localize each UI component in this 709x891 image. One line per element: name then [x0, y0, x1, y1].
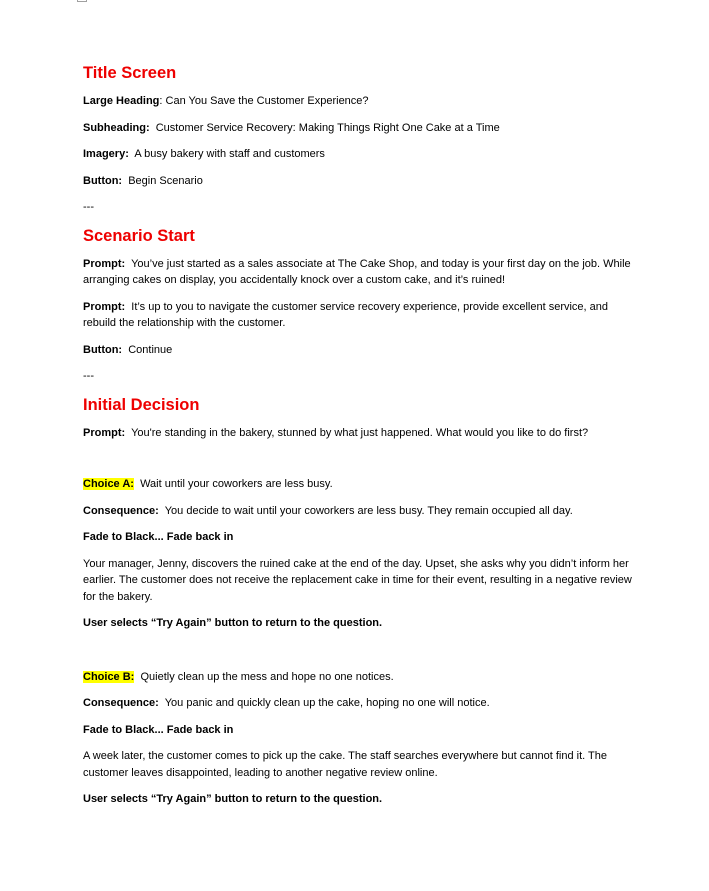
page-corner-marker: [77, 0, 87, 2]
choice-b-text: Quietly clean up the mess and hope no one notices.: [140, 670, 394, 683]
button-line: [83, 173, 638, 190]
consequence-text: You panic and quickly clean up the cake, hoping no one will notice.: [164, 697, 490, 709]
prompt-line: [83, 256, 638, 289]
consequence-line: [83, 695, 638, 712]
imagery-label: Imagery:: [83, 148, 129, 160]
large-heading-line: [83, 93, 638, 110]
prompt-value: You're standing in the bakery, stunned by what just happened. What would you like to do first?: [131, 426, 589, 439]
subheading-line: [83, 120, 638, 137]
consequence-label: Consequence:: [83, 697, 159, 709]
prompt-label: Prompt:: [83, 426, 126, 439]
outcome-paragraph: Your manager, Jenny, discovers the ruined cake at the end of the day. Upset, she asks why you didn’t inform her earlier. The customer does not receive the replacement cake in time for their event, resulting in a negative review for the bakery.: [83, 557, 632, 603]
divider: ---: [83, 370, 94, 382]
consequence-label: Consequence:: [83, 504, 159, 517]
choice-a-text: Wait until your coworkers are less busy.: [140, 478, 333, 490]
choice-a-line: [83, 476, 638, 493]
choice-b-line: [83, 669, 638, 686]
button-value: Continue: [128, 343, 173, 356]
document-body: [83, 63, 638, 808]
imagery-line: [83, 146, 638, 163]
prompt-label: Prompt:: [83, 300, 126, 313]
button-line: [83, 342, 638, 359]
prompt-value: It’s up to you to navigate the customer service recovery experience, provide excellent service, and rebuild the relationship with the customer.: [83, 300, 609, 329]
subheading-label: Subheading:: [83, 121, 150, 134]
prompt-value: You’ve just started as a sales associate at The Cake Shop, and today is your first day on the job. While arranging cakes on display, you accidentally knock over a custom cake, and it’s ruined!: [83, 257, 631, 286]
divider: ---: [83, 201, 94, 213]
choice-a-label: Choice A:: [83, 478, 134, 490]
prompt-line: [83, 299, 638, 332]
prompt-line: [83, 425, 638, 442]
button-label: Button:: [83, 174, 123, 187]
button-value: Begin Scenario: [128, 174, 203, 187]
large-heading-value: : Can You Save the Customer Experience?: [159, 95, 369, 107]
outcome-paragraph: A week later, the customer comes to pick up the cake. The staff searches everywhere but cannot find it. The customer leaves disappointed, leading to another negative review online.: [83, 750, 608, 779]
consequence-text: You decide to wait until your coworkers are less busy. They remain occupied all day.: [164, 504, 573, 517]
try-again-instruction: User selects “Try Again” button to return to the question.: [83, 617, 383, 629]
prompt-label: Prompt:: [83, 257, 126, 270]
title-screen-heading: Title Screen: [83, 64, 177, 82]
fade-line: Fade to Black... Fade back in: [83, 531, 234, 543]
consequence-line: [83, 503, 638, 520]
try-again-instruction: User selects “Try Again” button to return to the question.: [83, 793, 383, 805]
choice-b-label: Choice B:: [83, 670, 135, 683]
fade-line: Fade to Black... Fade back in: [83, 723, 234, 736]
scenario-start-heading: Scenario Start: [83, 226, 195, 245]
imagery-value: A busy bakery with staff and customers: [134, 148, 325, 160]
button-label: Button:: [83, 343, 123, 356]
large-heading-label: Large Heading: [83, 95, 160, 107]
initial-decision-heading: Initial Decision: [83, 395, 200, 414]
subheading-value: Customer Service Recovery: Making Things Right One Cake at a Time: [155, 121, 500, 134]
